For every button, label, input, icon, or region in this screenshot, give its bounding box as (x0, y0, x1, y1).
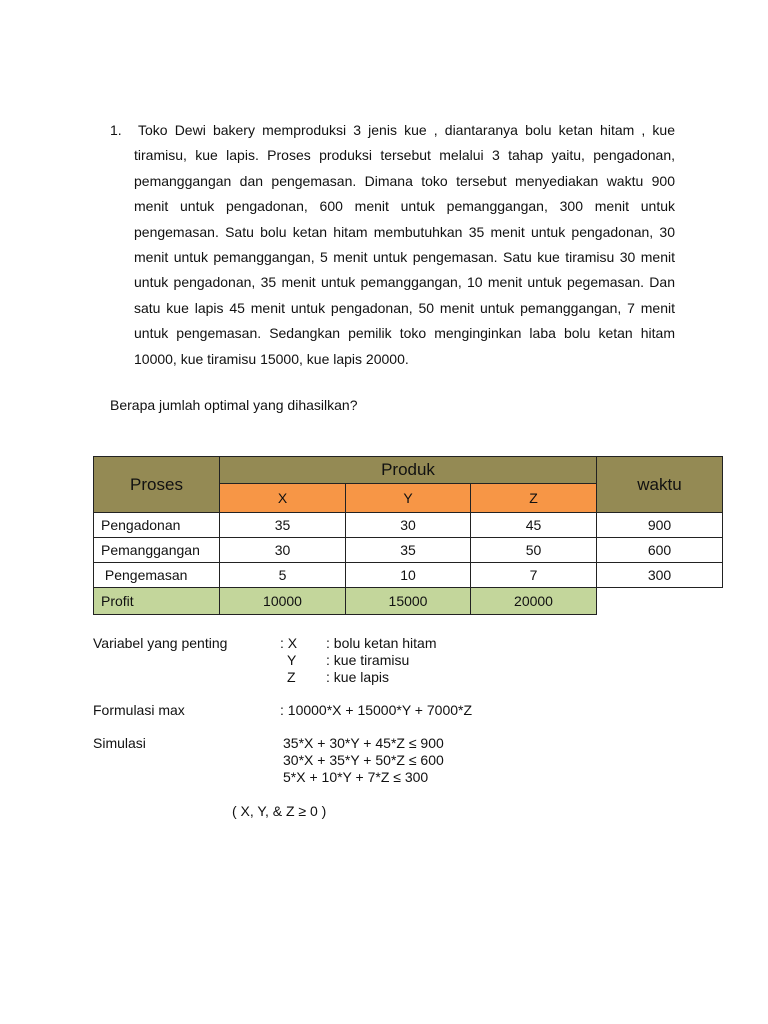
cell-waktu: 300 (597, 563, 723, 588)
profit-row (94, 588, 723, 615)
cell-waktu: 900 (597, 513, 723, 538)
header-waktu: waktu (597, 457, 723, 513)
profit-value: 10000 (220, 588, 346, 615)
cell-waktu: 600 (597, 538, 723, 563)
table-row (94, 538, 723, 563)
variable-description: : kue lapis (326, 669, 390, 685)
empty-cell (597, 588, 723, 615)
variable-description: : bolu ketan hitam (326, 635, 437, 651)
formulation-expression: : 10000*X + 15000*Y + 7000*Z (280, 702, 473, 718)
variable-symbol: Z (287, 669, 296, 685)
formulation-label: Formulasi max (93, 702, 185, 718)
profit-value: 20000 (471, 588, 597, 615)
header-product-x: X (220, 484, 346, 513)
cell-value: 45 (471, 513, 597, 538)
cell-value: 30 (346, 513, 471, 538)
production-table (93, 456, 723, 615)
cell-value: 5 (220, 563, 346, 588)
cell-value: 30 (220, 538, 346, 563)
variables-label: Variabel yang penting (93, 635, 228, 651)
cell-value: 50 (471, 538, 597, 563)
header-product-y: Y (346, 484, 471, 513)
variable-symbol: : X (280, 635, 298, 651)
table-row (94, 563, 723, 588)
row-label: Pengemasan (94, 563, 220, 588)
problem-question: Berapa jumlah optimal yang dihasilkan? (110, 397, 358, 413)
variable-symbol: Y (287, 652, 297, 668)
table-row (94, 513, 723, 538)
cell-value: 7 (471, 563, 597, 588)
row-label: Pemanggangan (94, 538, 220, 563)
header-product-z: Z (471, 484, 597, 513)
simulation-label: Simulasi (93, 735, 146, 751)
profit-value: 15000 (346, 588, 471, 615)
nonnegativity-constraint: ( X, Y, & Z ≥ 0 ) (232, 803, 327, 819)
cell-value: 35 (220, 513, 346, 538)
constraint: 5*X + 10*Y + 7*Z ≤ 300 (283, 769, 429, 785)
profit-label: Profit (94, 588, 220, 615)
cell-value: 35 (346, 538, 471, 563)
cell-value: 10 (346, 563, 471, 588)
row-label: Pengadonan (94, 513, 220, 538)
constraint: 30*X + 35*Y + 50*Z ≤ 600 (283, 752, 444, 768)
variable-description: : kue tiramisu (326, 652, 410, 668)
constraint: 35*X + 30*Y + 45*Z ≤ 900 (283, 735, 444, 751)
problem-statement (110, 118, 675, 372)
header-produk: Produk (220, 457, 597, 484)
header-proses: Proses (94, 457, 220, 513)
problem-number: 1. (110, 122, 122, 138)
problem-text: Toko Dewi bakery memproduksi 3 jenis kue , diantaranya bolu ketan hitam , kue tiramisu, kue lapis. Proses produksi tersebut melalui 3 tahap yaitu, pengadonan, pemanggangan dan pengemasan. Dimana toko tersebut menyediakan waktu 900 menit untuk pengadonan, 600 menit untuk pemanggangan, 300 menit untuk pengemasan. Satu bolu ketan hitam membutuhkan 35 menit untuk pengadonan, 30 menit untuk pemanggangan, 5 menit untuk pengemasan. Satu kue tiramisu 30 menit untuk pengadonan, 35 menit untuk pemanggangan, 10 menit untuk pegemasan. Dan satu kue lapis 45 menit untuk pengadonan, 50 menit untuk pemanggangan, 7 menit untuk pengemasan. Sedangkan pemilik toko menginginkan laba bolu ketan hitam 10000, kue tiramisu 15000, kue lapis 20000. (134, 122, 675, 367)
